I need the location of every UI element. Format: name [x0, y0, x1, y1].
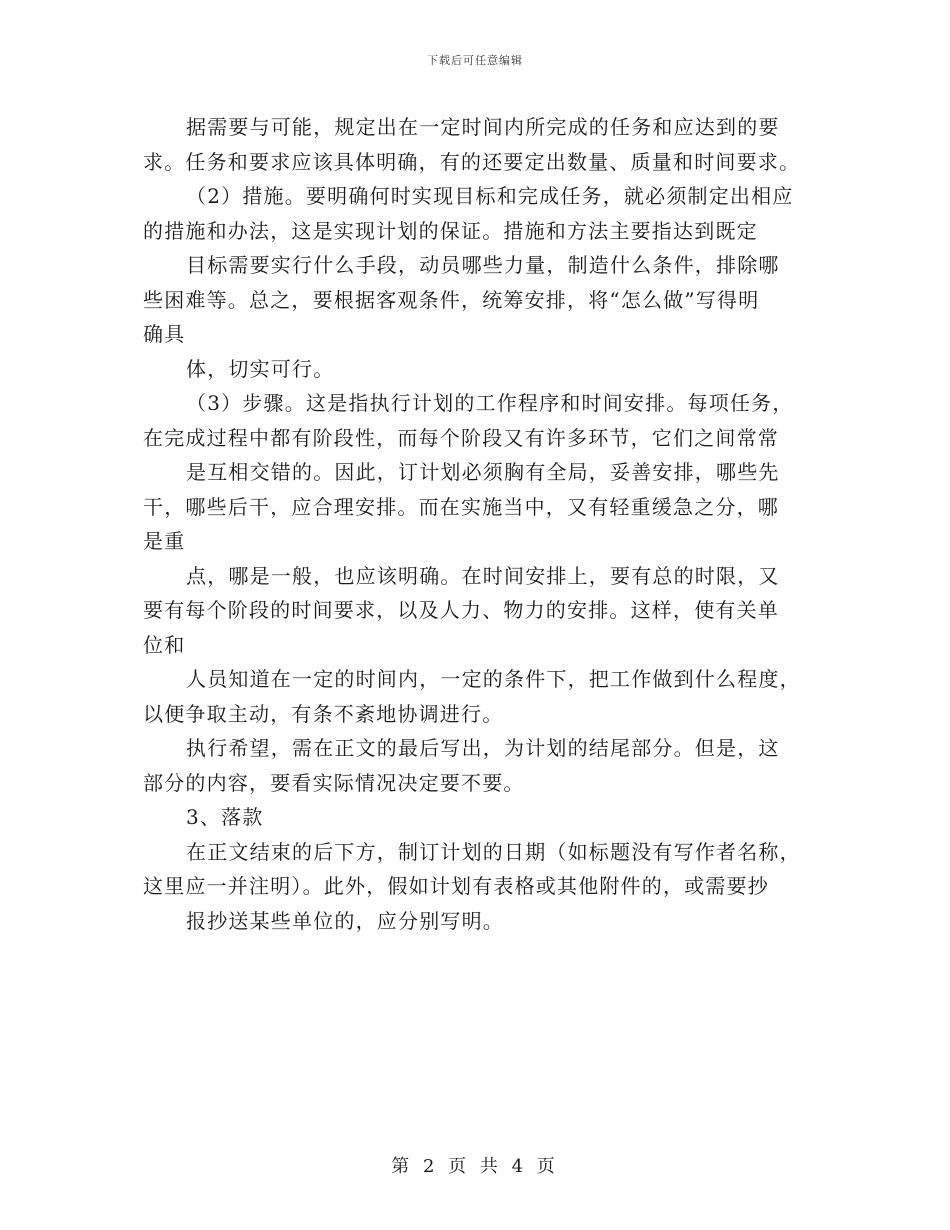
body-line: 报抄送某些单位的，应分别写明。: [186, 908, 504, 933]
body-line: 执行希望，需在正文的最后写出，为计划的结尾部分。但是，这: [186, 736, 780, 760]
page-number: 第 2 页 共 4 页: [391, 1156, 559, 1177]
body-line: 目标需要实行什么手段，动员哪些力量，制造什么条件，排除哪: [186, 253, 780, 277]
body-line: 是重: [143, 529, 186, 553]
body-line: 是互相交错的。因此，订计划必须胸有全局，妥善安排，哪些先: [186, 460, 780, 484]
body-line: 点，哪是一般，也应该明确。在时间安排上，要有总的时限，又: [186, 563, 780, 588]
body-line: 人员知道在一定的时间内，一定的条件下，把工作做到什么程度，: [186, 667, 801, 691]
body-line: 干，哪些后干，应合理安排。而在实施当中，又有轻重缓急之分，哪: [143, 494, 779, 519]
section-heading: 3、落款: [186, 805, 264, 829]
body-line: 部分的内容，要看实际情况决定要不要。: [143, 770, 525, 795]
body-line: 以便争取主动，有条不紊地协调进行。: [143, 701, 504, 726]
header-note: 下载后可任意编辑: [427, 54, 523, 67]
body-line: 要有每个阶段的时间要求，以及人力、物力的安排。这样，使有关单: [143, 598, 779, 622]
body-line: 的措施和办法，这是实现计划的保证。措施和方法主要指达到既定: [143, 218, 758, 243]
document-body: [143, 110, 813, 938]
body-line: 位和: [143, 632, 186, 657]
body-line: 些困难等。总之，要根据客观条件，统筹安排，将“怎么做”写得明: [143, 287, 760, 312]
body-line: 在完成过程中都有阶段性，而每个阶段又有许多环节，它们之间常常: [143, 425, 779, 450]
body-line: （3）步骤。这是指执行计划的工作程序和时间安排。每项任务，: [186, 391, 794, 415]
body-line: 体，切实可行。: [186, 356, 335, 381]
body-line: 据需要与可能，规定出在一定时间内所完成的任务和应达到的要: [186, 115, 780, 139]
body-line: 这里应一并注明）。此外，假如计划有表格或其他附件的，或需要抄: [143, 874, 769, 898]
body-line: （2）措施。要明确何时实现目标和完成任务，就必须制定出相应: [186, 184, 794, 208]
body-line: 确具: [143, 322, 186, 346]
body-line: 在正文结束的后下方，制订计划的日期（如标题没有写作者名称，: [186, 839, 801, 864]
body-line: 求。任务和要求应该具体明确，有的还要定出数量、质量和时间要求。: [143, 149, 801, 174]
